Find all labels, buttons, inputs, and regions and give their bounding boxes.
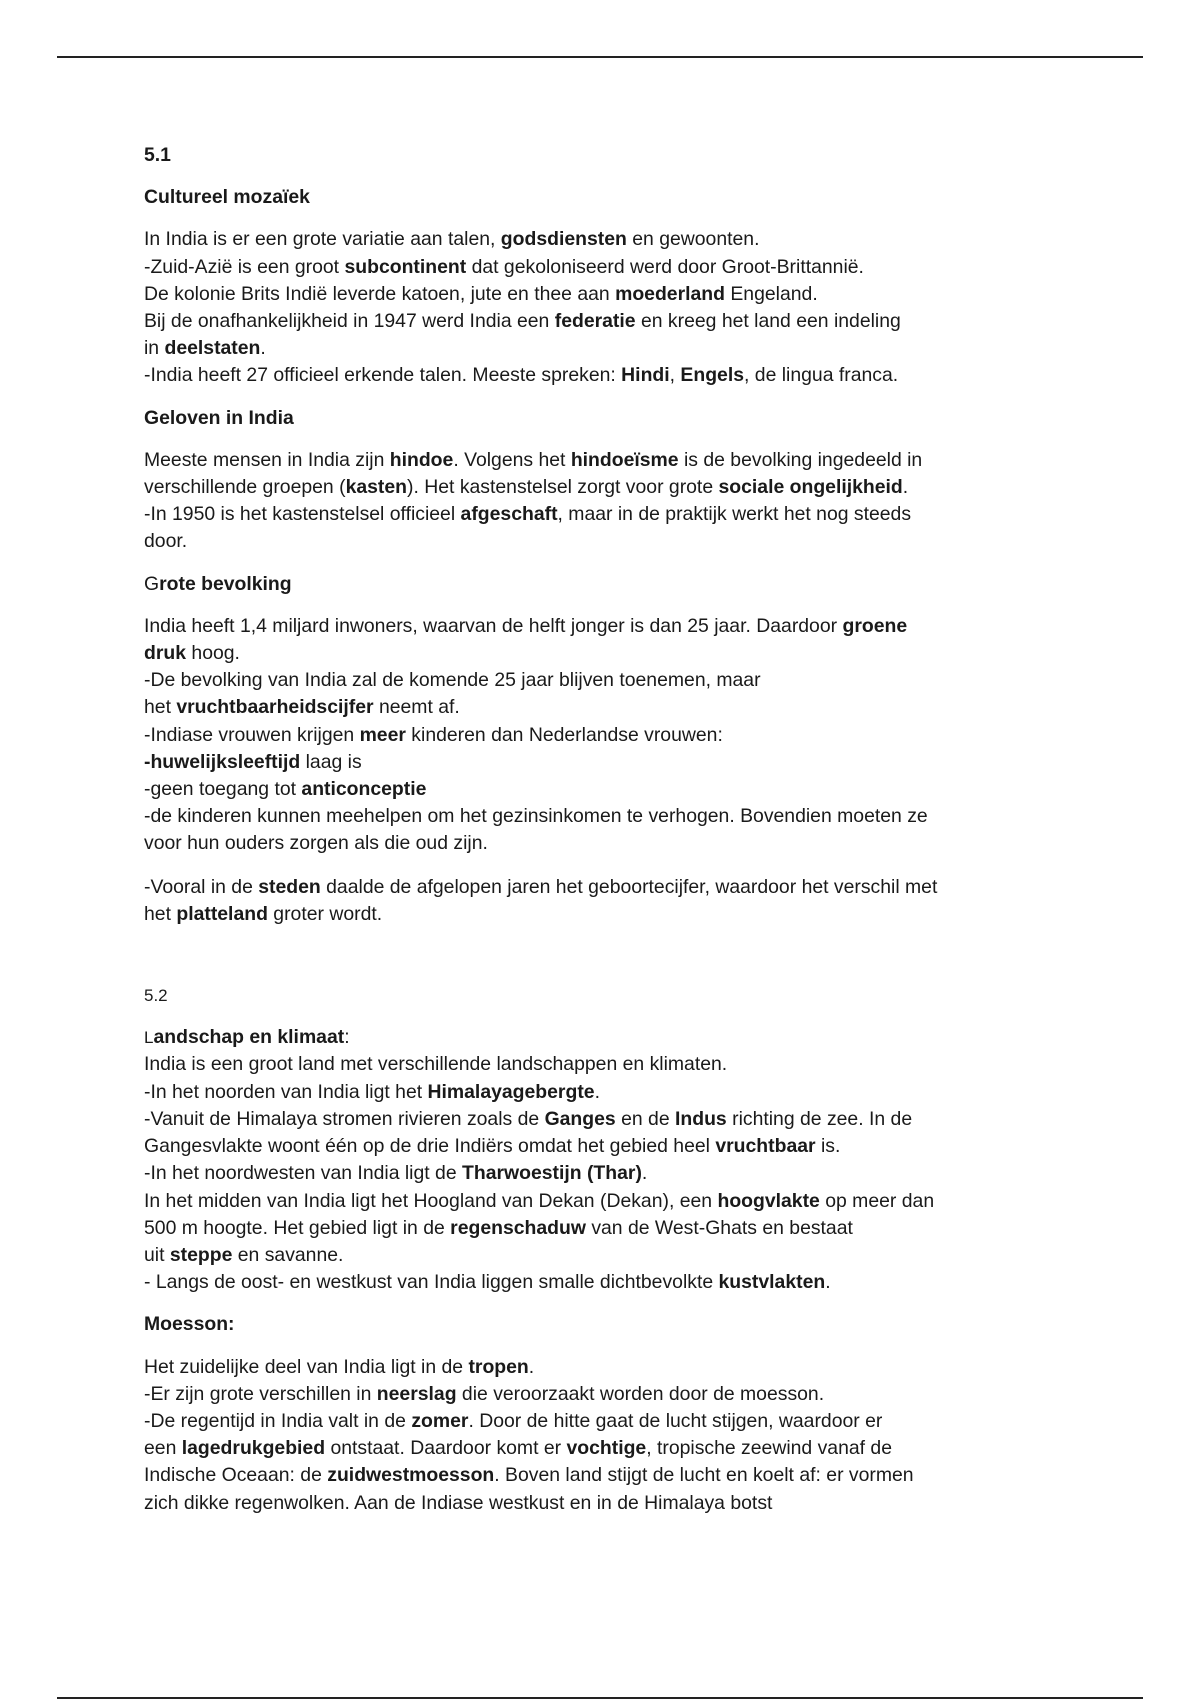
text-line: -geen toegang tot anticonceptie [144,778,427,801]
text-line: Indische Oceaan: de zuidwestmoesson. Boven land stijgt de lucht en koelt af: er vormen [144,1464,914,1487]
text-line: -De regentijd in India valt in de zomer. Door de hitte gaat de lucht stijgen, waardoor er [144,1409,883,1432]
text-line: een lagedrukgebied ontstaat. Daardoor komt er vochtige, tropische zeewind vanaf de [144,1437,892,1460]
text-line: In India is er een grote variatie aan talen, godsdiensten en gewoonten. [144,228,760,251]
text-line: Bij de onafhankelijkheid in 1947 werd India een federatie en kreeg het land een indeling [144,310,901,333]
section-number: 5.1 [144,144,171,166]
text-line: -India heeft 27 officieel erkende talen. Meeste spreken: Hindi, Engels, de lingua franca. [144,364,899,387]
text-line: het vruchtbaarheidscijfer neemt af. [144,696,460,719]
text-line: 500 m hoogte. Het gebied ligt in de regenschaduw van de West-Ghats en bestaat [144,1216,853,1239]
text-line: -Indiase vrouwen krijgen meer kinderen dan Nederlandse vrouwen: [144,723,723,746]
text-line: -Vooral in de steden daalde de afgelopen jaren het geboortecijfer, waardoor het verschil met [144,875,938,898]
text-line: door. [144,530,188,553]
document-page [144,142,1074,1517]
text-line: -de kinderen kunnen meehelpen om het gezinsinkomen te verhogen. Bovendien moeten ze [144,805,928,828]
paragraph-landscape [144,1051,1074,1296]
text-line: druk hoog. [144,642,240,665]
paragraph-culture [144,226,1074,389]
text-line: India heeft 1,4 miljard inwoners, waarvan de helft jonger is dan 25 jaar. Daardoor groene [144,614,908,637]
text-line: -Vanuit de Himalaya stromen rivieren zoals de Ganges en de Indus richting de zee. In de [144,1107,913,1130]
text-line: India is een groot land met verschillende landschappen en klimaten. [144,1053,728,1076]
subheading-religion: Geloven in India [144,406,294,429]
header-rule [57,56,1143,58]
text-line: zich dikke regenwolken. Aan de Indiase westkust en in de Himalaya botst [144,1491,773,1514]
paragraph-cities [144,874,1074,928]
paragraph-religion [144,447,1074,556]
text-line: in deelstaten. [144,337,266,360]
subheading-population: Grote bevolking [144,572,292,595]
text-line: het platteland groter wordt. [144,902,383,925]
text-line: verschillende groepen (kasten). Het kastenstelsel zorgt voor grote sociale ongelijkheid. [144,476,909,499]
section-number: 5.2 [144,986,168,1006]
text-line: -Er zijn grote verschillen in neerslag die veroorzaakt worden door de moesson. [144,1382,825,1405]
text-line: -huwelijksleeftijd laag is [144,750,362,773]
section-title: Landschap en klimaat: [144,1026,350,1049]
section-title: Cultureel mozaïek [144,186,310,209]
text-line: Gangesvlakte woont één op de drie Indiërs omdat het gebied heel vruchtbaar is. [144,1135,841,1158]
subheading-monsoon: Moesson: [144,1313,235,1336]
paragraph-monsoon [144,1354,1074,1517]
text-line: - Langs de oost- en westkust van India liggen smalle dichtbevolkte kustvlakten. [144,1271,831,1294]
text-line: -In het noordwesten van India ligt de Tharwoestijn (Thar). [144,1162,648,1185]
text-line: -Zuid-Azië is een groot subcontinent dat gekoloniseerd werd door Groot-Brittannië. [144,255,864,278]
text-line: In het midden van India ligt het Hoogland van Dekan (Dekan), een hoogvlakte op meer dan [144,1189,935,1212]
text-line: -In 1950 is het kastenstelsel officieel afgeschaft, maar in de praktijk werkt het nog steeds [144,503,912,526]
text-line: -In het noorden van India ligt het Himalayagebergte. [144,1080,600,1103]
text-line: Meeste mensen in India zijn hindoe. Volgens het hindoeïsme is de bevolking ingedeeld in [144,448,923,471]
paragraph-population [144,613,1074,858]
text-line: voor hun ouders zorgen als die oud zijn. [144,832,488,855]
text-line: uit steppe en savanne. [144,1243,344,1266]
footer-rule [57,1697,1143,1699]
text-line: -De bevolking van India zal de komende 25 jaar blijven toenemen, maar [144,669,761,692]
text-line: Het zuidelijke deel van India ligt in de tropen. [144,1355,535,1378]
text-line: De kolonie Brits Indië leverde katoen, jute en thee aan moederland Engeland. [144,282,818,305]
